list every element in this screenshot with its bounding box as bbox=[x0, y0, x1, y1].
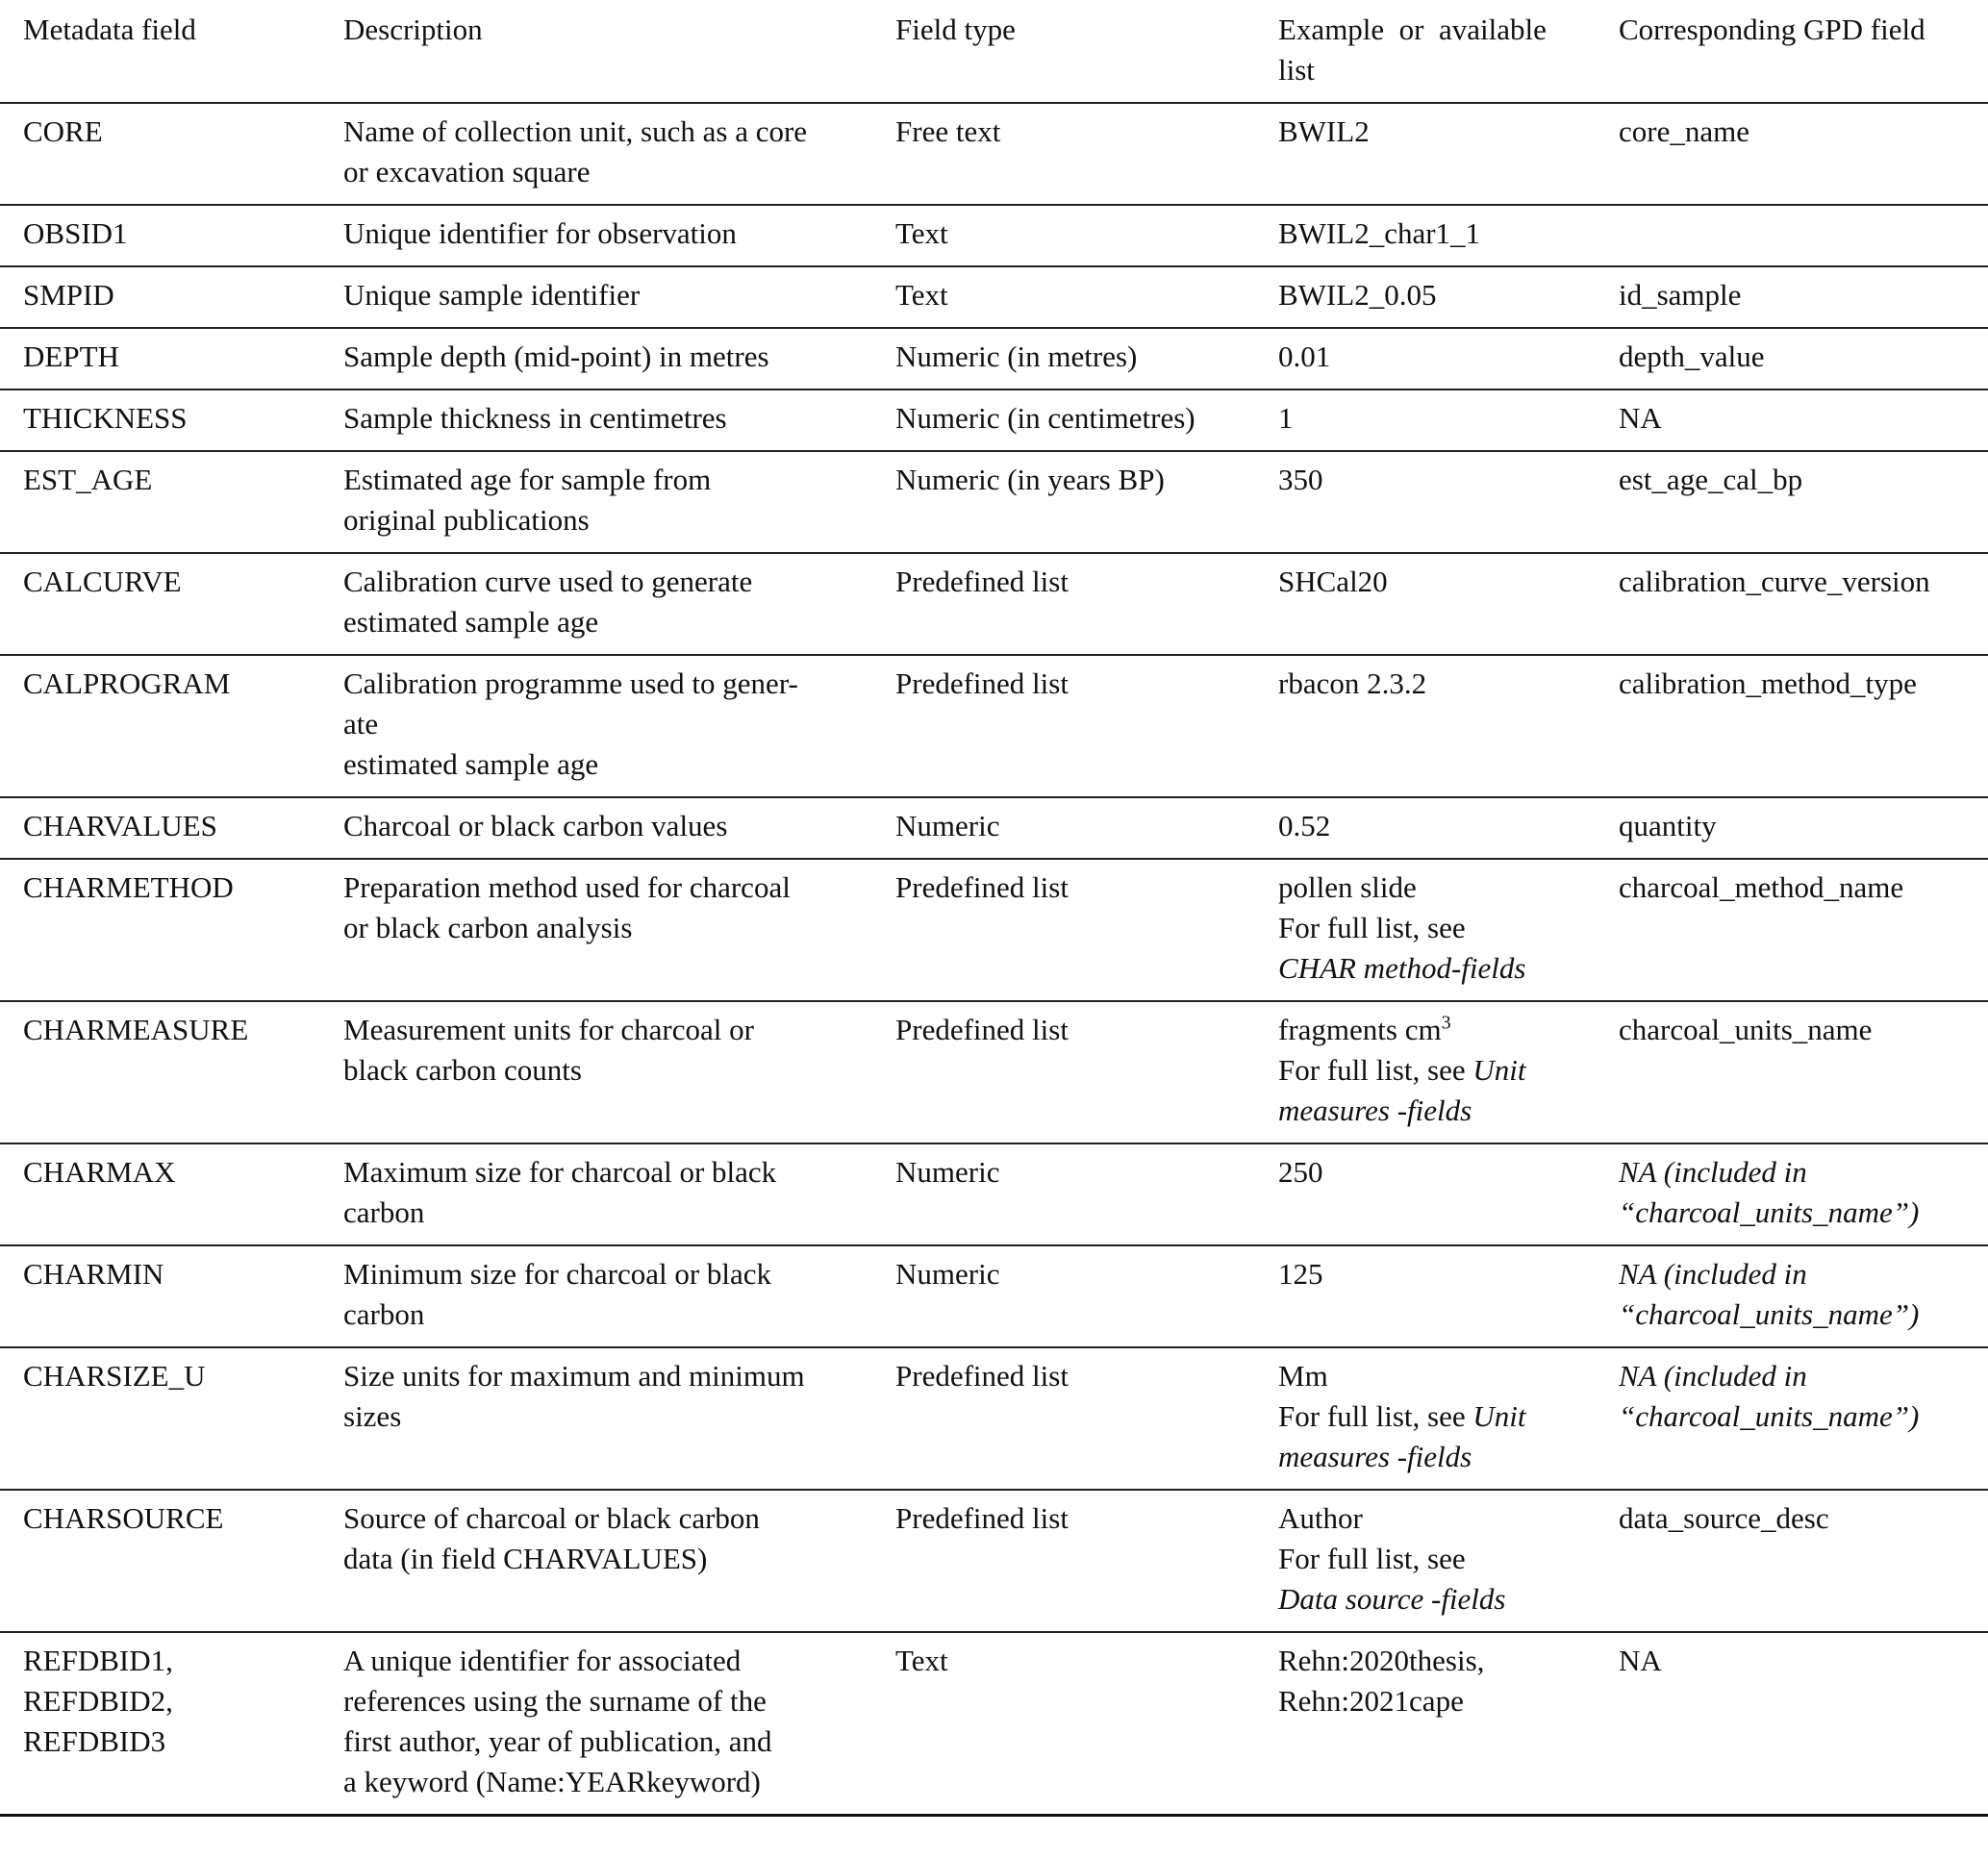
table-row bbox=[0, 1490, 1988, 1632]
cell-metadata-field bbox=[0, 328, 320, 389]
example-link-italic: measures -fields bbox=[1278, 1093, 1472, 1127]
example-line: 0.01 bbox=[1278, 339, 1331, 373]
cell-field-type: Predefined list bbox=[872, 859, 1255, 1001]
cell-gpd-field bbox=[1596, 797, 1988, 859]
description-line: Charcoal or black carbon values bbox=[343, 809, 728, 842]
cell-description bbox=[320, 1143, 872, 1245]
cell-gpd-field bbox=[1596, 1347, 1988, 1490]
example-see-line bbox=[1278, 1396, 1586, 1437]
description-line: Sample thickness in centimetres bbox=[343, 401, 727, 435]
description-line: Name of collection unit, such as a core bbox=[343, 114, 808, 148]
example-see-prefix: For full list, see bbox=[1278, 1053, 1473, 1087]
table-body bbox=[0, 103, 1988, 1816]
description-line: Preparation method used for charcoal bbox=[343, 870, 791, 904]
field-name-line: SMPID bbox=[23, 278, 114, 312]
example-line: Rehn:2021cape bbox=[1278, 1684, 1464, 1718]
example-line: 250 bbox=[1278, 1155, 1323, 1189]
example-line: 0.52 bbox=[1278, 809, 1331, 842]
description-line: or excavation square bbox=[343, 155, 591, 188]
gpd-field-line: NA bbox=[1619, 401, 1662, 435]
gpd-field-line: quantity bbox=[1619, 809, 1717, 842]
example-line: SHCal20 bbox=[1278, 565, 1388, 598]
table-row bbox=[0, 1347, 1988, 1490]
table-row bbox=[0, 266, 1988, 328]
cell-description bbox=[320, 1490, 872, 1632]
description-line: ate bbox=[343, 707, 379, 741]
cell-metadata-field bbox=[0, 205, 320, 266]
description-line: Minimum size for charcoal or black bbox=[343, 1257, 772, 1291]
description-line: Sample depth (mid-point) in metres bbox=[343, 339, 769, 373]
description-line: Maximum size for charcoal or black bbox=[343, 1155, 777, 1189]
cell-metadata-field bbox=[0, 266, 320, 328]
cell-metadata-field bbox=[0, 859, 320, 1001]
example-link-italic: Data source -fields bbox=[1278, 1582, 1506, 1616]
cell-field-type: Predefined list bbox=[872, 553, 1255, 655]
example-see-prefix: For full list, see bbox=[1278, 1399, 1473, 1433]
description-line: estimated sample age bbox=[343, 605, 599, 639]
example-units: fragments cm bbox=[1278, 1013, 1442, 1046]
cell-metadata-field bbox=[0, 451, 320, 553]
cell-gpd-field bbox=[1596, 103, 1988, 205]
description-line: first author, year of publication, and bbox=[343, 1724, 772, 1758]
table-row bbox=[0, 1632, 1988, 1816]
example-line: Author bbox=[1278, 1501, 1363, 1535]
description-line: black carbon counts bbox=[343, 1053, 582, 1087]
field-name-line: REFDBID1, bbox=[23, 1644, 173, 1677]
cell-example bbox=[1255, 266, 1596, 328]
cell-gpd-field bbox=[1596, 1001, 1988, 1143]
example-line: Rehn:2020thesis, bbox=[1278, 1644, 1485, 1677]
cell-description bbox=[320, 553, 872, 655]
table-row bbox=[0, 451, 1988, 553]
table-row bbox=[0, 389, 1988, 451]
header-example bbox=[1255, 0, 1596, 103]
cell-field-type: Predefined list bbox=[872, 1001, 1255, 1143]
cell-field-type: Predefined list bbox=[872, 1347, 1255, 1490]
field-name-line: REFDBID3 bbox=[23, 1724, 166, 1758]
description-line: A unique identifier for associated bbox=[343, 1644, 742, 1677]
field-name-line: CHARVALUES bbox=[23, 809, 217, 842]
table-header-row bbox=[0, 0, 1988, 103]
table-row bbox=[0, 655, 1988, 797]
gpd-field-line: est_age_cal_bp bbox=[1619, 463, 1803, 496]
cell-metadata-field bbox=[0, 1001, 320, 1143]
table-row bbox=[0, 859, 1988, 1001]
cell-field-type: Numeric (in centimetres) bbox=[872, 389, 1255, 451]
table-row bbox=[0, 1143, 1988, 1245]
field-name-line: CALCURVE bbox=[23, 565, 182, 598]
example-line: 350 bbox=[1278, 463, 1323, 496]
cell-example bbox=[1255, 1490, 1596, 1632]
example-units-line bbox=[1278, 1010, 1586, 1050]
cell-metadata-field bbox=[0, 1245, 320, 1347]
gpd-field-line: NA bbox=[1619, 1644, 1662, 1677]
cell-gpd-field bbox=[1596, 389, 1988, 451]
example-line: For full list, see bbox=[1278, 1542, 1466, 1575]
cell-example bbox=[1255, 655, 1596, 797]
gpd-field-note: “charcoal_units_name”) bbox=[1619, 1297, 1920, 1331]
cell-gpd-field bbox=[1596, 1490, 1988, 1632]
cell-gpd-field bbox=[1596, 328, 1988, 389]
field-name-line: CALPROGRAM bbox=[23, 666, 231, 700]
cell-example bbox=[1255, 328, 1596, 389]
cell-description bbox=[320, 1245, 872, 1347]
cell-field-type: Free text bbox=[872, 103, 1255, 205]
description-line: a keyword (Name:YEARkeyword) bbox=[343, 1765, 761, 1798]
header-gpd-field: Corresponding GPD field bbox=[1596, 0, 1988, 103]
cell-example bbox=[1255, 1347, 1596, 1490]
cell-description bbox=[320, 389, 872, 451]
example-line: Mm bbox=[1278, 1359, 1328, 1393]
cell-field-type: Numeric (in years BP) bbox=[872, 451, 1255, 553]
cell-field-type: Numeric bbox=[872, 1143, 1255, 1245]
gpd-field-line: id_sample bbox=[1619, 278, 1742, 312]
gpd-field-note: NA (included in bbox=[1619, 1155, 1807, 1189]
header-metadata-field: Metadata field bbox=[0, 0, 320, 103]
example-units-superscript: 3 bbox=[1441, 1012, 1451, 1034]
table-row bbox=[0, 1245, 1988, 1347]
description-line: Unique identifier for observation bbox=[343, 216, 737, 250]
cell-example bbox=[1255, 859, 1596, 1001]
cell-metadata-field bbox=[0, 1143, 320, 1245]
gpd-field-note: “charcoal_units_name”) bbox=[1619, 1399, 1920, 1433]
example-link-italic: measures -fields bbox=[1278, 1440, 1472, 1473]
description-line: Unique sample identifier bbox=[343, 278, 641, 312]
example-link-italic: CHAR method-fields bbox=[1278, 951, 1526, 985]
cell-metadata-field bbox=[0, 1632, 320, 1816]
field-name-line: REFDBID2, bbox=[23, 1684, 173, 1718]
gpd-field-note: “charcoal_units_name”) bbox=[1619, 1195, 1920, 1229]
cell-gpd-field bbox=[1596, 205, 1988, 266]
cell-gpd-field bbox=[1596, 1245, 1988, 1347]
description-line: references using the surname of the bbox=[343, 1684, 767, 1718]
cell-description bbox=[320, 655, 872, 797]
example-line: BWIL2 bbox=[1278, 114, 1370, 148]
gpd-field-note: NA (included in bbox=[1619, 1359, 1807, 1393]
example-line: rbacon 2.3.2 bbox=[1278, 666, 1427, 700]
example-line: For full list, see bbox=[1278, 911, 1466, 944]
field-name-line: EST_AGE bbox=[23, 463, 153, 496]
cell-field-type: Predefined list bbox=[872, 1490, 1255, 1632]
cell-gpd-field bbox=[1596, 859, 1988, 1001]
header-example-line1: Example or available bbox=[1278, 13, 1547, 46]
example-line: 125 bbox=[1278, 1257, 1323, 1291]
cell-description bbox=[320, 1001, 872, 1143]
header-field-type: Field type bbox=[872, 0, 1255, 103]
cell-gpd-field bbox=[1596, 1143, 1988, 1245]
field-name-line: CHARMETHOD bbox=[23, 870, 234, 904]
gpd-field-line: charcoal_units_name bbox=[1619, 1013, 1873, 1046]
description-line: Calibration curve used to generate bbox=[343, 565, 753, 598]
cell-description bbox=[320, 859, 872, 1001]
cell-example bbox=[1255, 1245, 1596, 1347]
cell-example bbox=[1255, 1632, 1596, 1816]
table-row bbox=[0, 797, 1988, 859]
field-name-line: CHARSIZE_U bbox=[23, 1359, 206, 1393]
cell-field-type: Numeric bbox=[872, 797, 1255, 859]
cell-gpd-field bbox=[1596, 1632, 1988, 1816]
description-line: Estimated age for sample from bbox=[343, 463, 712, 496]
gpd-field-line: data_source_desc bbox=[1619, 1501, 1829, 1535]
cell-description bbox=[320, 328, 872, 389]
cell-example bbox=[1255, 1143, 1596, 1245]
cell-example bbox=[1255, 553, 1596, 655]
field-name-line: DEPTH bbox=[23, 339, 119, 373]
gpd-field-line: charcoal_method_name bbox=[1619, 870, 1904, 904]
cell-metadata-field bbox=[0, 797, 320, 859]
cell-field-type: Text bbox=[872, 266, 1255, 328]
description-line: Measurement units for charcoal or bbox=[343, 1013, 754, 1046]
header-example-line2: list bbox=[1278, 53, 1315, 87]
header-description: Description bbox=[320, 0, 872, 103]
cell-gpd-field bbox=[1596, 266, 1988, 328]
description-line: carbon bbox=[343, 1297, 425, 1331]
description-line: carbon bbox=[343, 1195, 425, 1229]
field-name-line: CHARMIN bbox=[23, 1257, 164, 1291]
description-line: original publications bbox=[343, 503, 590, 537]
cell-description bbox=[320, 205, 872, 266]
cell-gpd-field bbox=[1596, 553, 1988, 655]
cell-example bbox=[1255, 389, 1596, 451]
table-row bbox=[0, 328, 1988, 389]
cell-description bbox=[320, 797, 872, 859]
cell-metadata-field bbox=[0, 103, 320, 205]
cell-field-type: Predefined list bbox=[872, 655, 1255, 797]
field-name-line: OBSID1 bbox=[23, 216, 128, 250]
cell-metadata-field bbox=[0, 553, 320, 655]
cell-description bbox=[320, 103, 872, 205]
cell-field-type: Numeric (in metres) bbox=[872, 328, 1255, 389]
cell-description bbox=[320, 1347, 872, 1490]
example-link-italic: Unit bbox=[1472, 1399, 1526, 1433]
cell-metadata-field bbox=[0, 1490, 320, 1632]
cell-description bbox=[320, 1632, 872, 1816]
field-name-line: CORE bbox=[23, 114, 103, 148]
table-row bbox=[0, 553, 1988, 655]
cell-example bbox=[1255, 451, 1596, 553]
cell-field-type: Text bbox=[872, 1632, 1255, 1816]
cell-description bbox=[320, 266, 872, 328]
table-row bbox=[0, 1001, 1988, 1143]
example-line: pollen slide bbox=[1278, 870, 1417, 904]
field-name-line: CHARMAX bbox=[23, 1155, 176, 1189]
gpd-field-line: depth_value bbox=[1619, 339, 1765, 373]
field-name-line: CHARMEASURE bbox=[23, 1013, 249, 1046]
cell-example bbox=[1255, 797, 1596, 859]
description-line: data (in field CHARVALUES) bbox=[343, 1542, 708, 1575]
field-name-line: CHARSOURCE bbox=[23, 1501, 224, 1535]
table-row bbox=[0, 103, 1988, 205]
example-line: 1 bbox=[1278, 401, 1294, 435]
gpd-field-note: NA (included in bbox=[1619, 1257, 1807, 1291]
example-link-italic: Unit bbox=[1472, 1053, 1526, 1087]
cell-description bbox=[320, 451, 872, 553]
example-see-line bbox=[1278, 1050, 1586, 1091]
cell-example bbox=[1255, 1001, 1596, 1143]
cell-metadata-field bbox=[0, 1347, 320, 1490]
example-line: BWIL2_0.05 bbox=[1278, 278, 1437, 312]
gpd-field-line: core_name bbox=[1619, 114, 1749, 148]
description-line: estimated sample age bbox=[343, 747, 599, 781]
cell-metadata-field bbox=[0, 389, 320, 451]
description-line: or black carbon analysis bbox=[343, 911, 633, 944]
cell-gpd-field bbox=[1596, 451, 1988, 553]
gpd-field-line: calibration_method_type bbox=[1619, 666, 1917, 700]
cell-metadata-field bbox=[0, 655, 320, 797]
cell-gpd-field bbox=[1596, 655, 1988, 797]
description-line: Calibration programme used to gener- bbox=[343, 666, 798, 700]
cell-example bbox=[1255, 103, 1596, 205]
description-line: Source of charcoal or black carbon bbox=[343, 1501, 760, 1535]
description-line: sizes bbox=[343, 1399, 402, 1433]
cell-example bbox=[1255, 205, 1596, 266]
example-line: BWIL2_char1_1 bbox=[1278, 216, 1481, 250]
description-line: Size units for maximum and minimum bbox=[343, 1359, 805, 1393]
gpd-field-line: calibration_curve_version bbox=[1619, 565, 1930, 598]
field-name-line: THICKNESS bbox=[23, 401, 188, 435]
cell-field-type: Numeric bbox=[872, 1245, 1255, 1347]
table-row bbox=[0, 205, 1988, 266]
cell-field-type: Text bbox=[872, 205, 1255, 266]
